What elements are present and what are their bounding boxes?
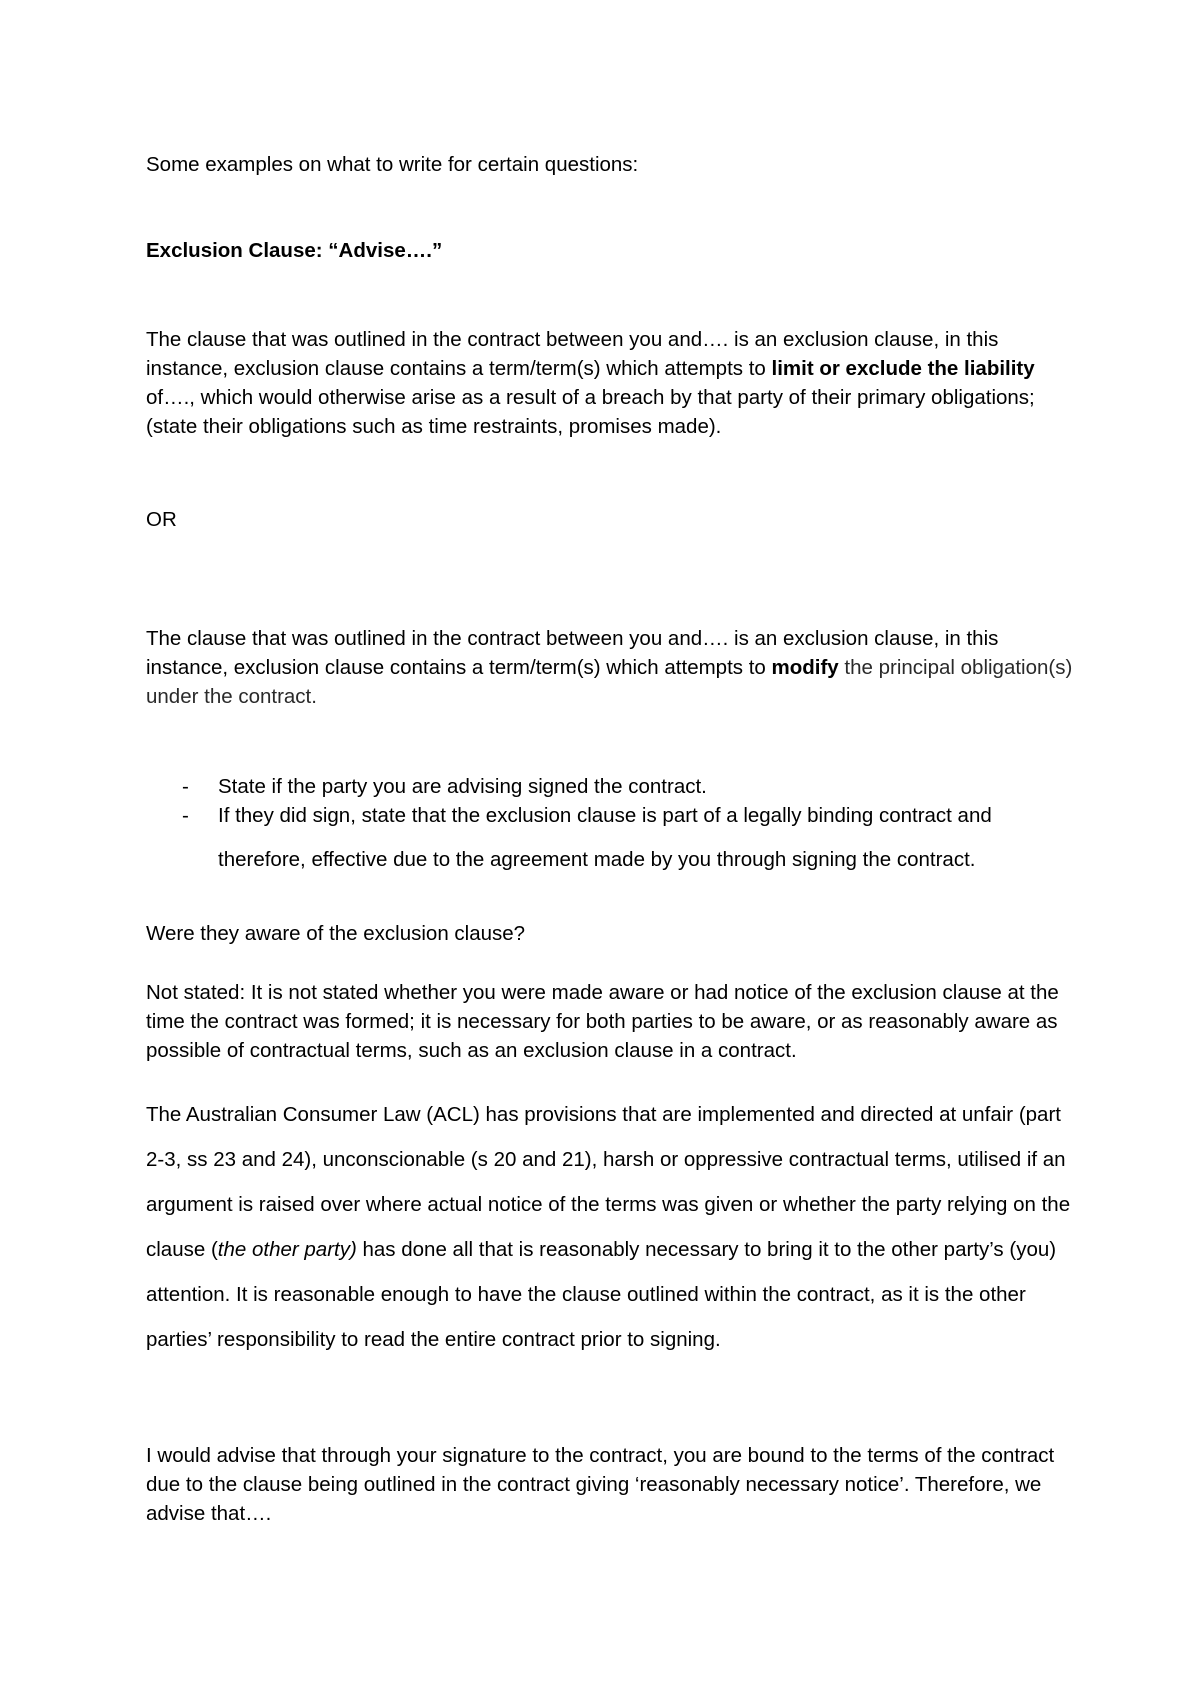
- bold-phrase: modify: [771, 656, 839, 679]
- bullet-list: [146, 772, 1086, 875]
- paragraph-text: has done all that is reasonably necessary to bring it to the other party’s (you) attention. It is reasonable enough to have the clause outlined within the contract, as it is the other parties’ responsibility to read the entire contract prior to signing.: [146, 1238, 1057, 1351]
- intro-text: Some examples on what to write for certain questions:: [146, 153, 639, 176]
- list-item-text: If they did sign, state that the exclusion clause is part of a legally binding contract and: [218, 804, 992, 827]
- awareness-question: Were they aware of the exclusion clause?: [146, 922, 526, 945]
- paragraph-not-stated: Not stated: It is not stated whether you were made aware or had notice of the exclusion clause at the time the contract was formed; it is necessary for both parties to be aware, or as reasonably aware as possible of contractual terms, such as an exclusion clause in a contract.: [146, 981, 1059, 1062]
- list-item-text: therefore, effective due to the agreement made by you through signing the contract.: [218, 848, 976, 871]
- paragraph-text: The Australian Consumer Law (ACL) has provisions that are implemented and directed at unfair (part 2-3, ss 23 and 24), unconscionable (s 20 and 21), harsh or oppressive contractual terms, utilised if an argument is raised over where actual notice of the terms was given or whether the party relying on the clause (: [146, 1103, 1071, 1261]
- list-item: [146, 801, 1086, 875]
- or-separator: OR: [146, 508, 177, 531]
- bold-phrase: limit or exclude the liability: [771, 357, 1035, 380]
- italic-phrase: the other party): [217, 1238, 357, 1261]
- paragraph-text: the principal obligation(s) under the contract.: [146, 656, 1073, 708]
- bullet-dash: -: [182, 804, 189, 827]
- paragraph-advice: I would advise that through your signature to the contract, you are bound to the terms of the contract due to the clause being outlined in the contract giving ‘reasonably necessary notice’. Therefore, we advise that….: [146, 1444, 1055, 1525]
- bullet-dash: -: [182, 775, 189, 798]
- section-heading: Exclusion Clause: “Advise….”: [146, 239, 443, 262]
- list-item: [146, 772, 1086, 801]
- paragraph-acl: [146, 1092, 1076, 1362]
- paragraph-text: of…., which would otherwise arise as a result of a breach by that party of their primary obligations; (state their obligations such as time restraints, promises made).: [146, 386, 1035, 438]
- paragraph-modify: [146, 624, 1076, 711]
- list-item-text: State if the party you are advising signed the contract.: [218, 775, 707, 798]
- paragraph-limit-exclude: [146, 325, 1076, 441]
- paragraph-text: The clause that was outlined in the contract between you and…. is an exclusion clause, in this instance, exclusion clause contains a term/term(s) which attempts to: [146, 627, 999, 679]
- paragraph-text: The clause that was outlined in the contract between you and…. is an exclusion clause, in this instance, exclusion clause contains a term/term(s) which attempts to: [146, 328, 999, 380]
